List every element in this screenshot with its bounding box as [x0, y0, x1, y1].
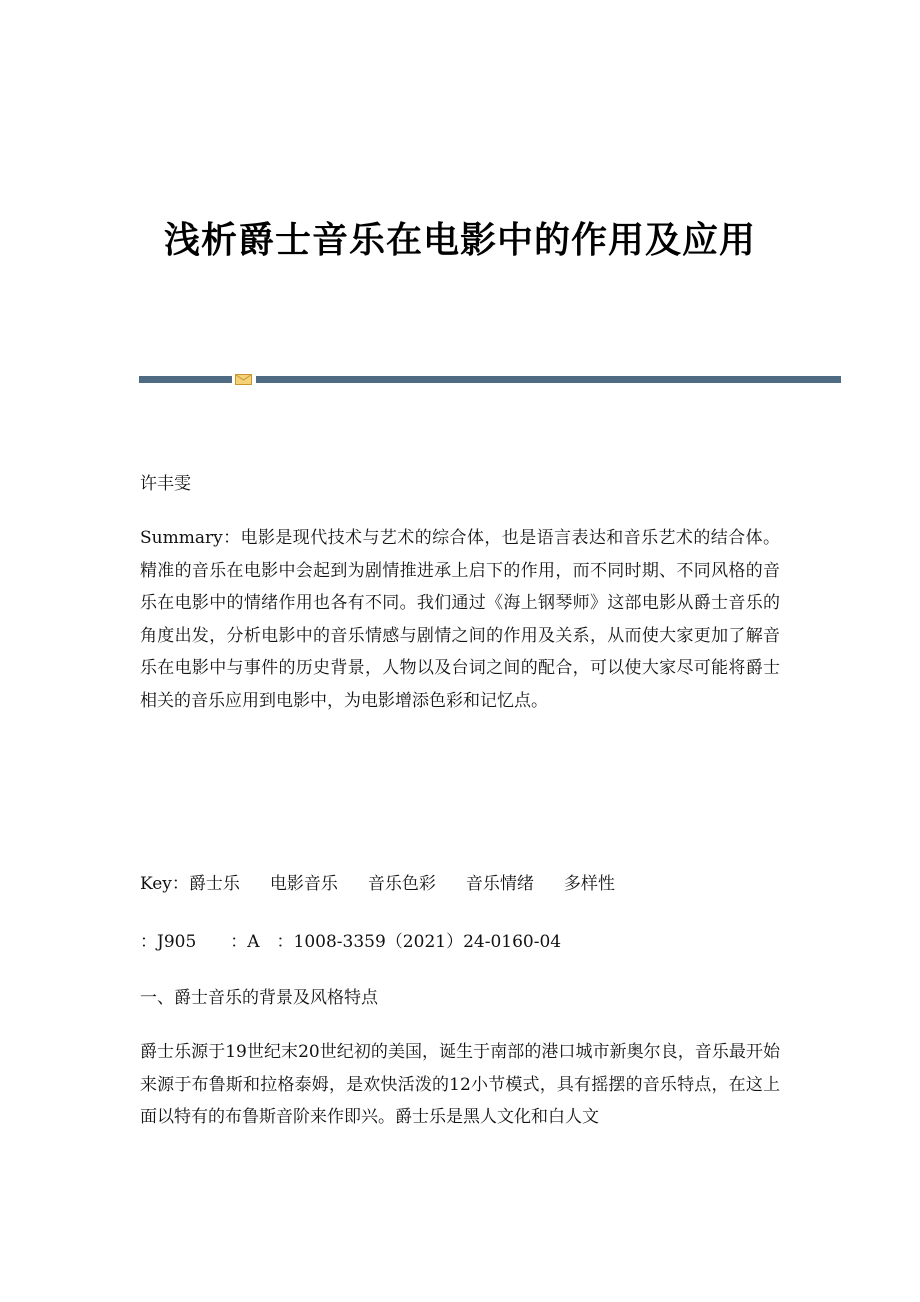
divider-right-segment: [256, 376, 841, 383]
section-heading: 一、爵士音乐的背景及风格特点: [140, 988, 378, 1008]
keyword: 多样性: [563, 874, 615, 894]
document-title: 浅析爵士音乐在电影中的作用及应用: [163, 220, 756, 261]
keyword: 爵士乐: [188, 874, 240, 894]
title-divider: [139, 374, 841, 384]
summary-label: Summary：: [140, 528, 241, 548]
body-paragraph: 爵士乐源于19世纪末20世纪初的美国，诞生于南部的港口城市新奥尔良，音乐最开始来源于布鲁斯和拉格泰姆，是欢快活泼的12小节模式，具有摇摆的音乐特点，在这上面以特有的布鲁斯音阶来作即兴。爵士乐是黑人文化和白人文: [140, 1042, 780, 1127]
keyword: 电影音乐: [269, 874, 338, 894]
keyword: 音乐色彩: [367, 874, 436, 894]
keywords-label: Key：: [140, 874, 189, 894]
author-name: 许丰雯: [140, 474, 191, 494]
summary-paragraph: [140, 522, 780, 717]
keywords-line: [140, 868, 780, 900]
summary-text: 电影是现代技术与艺术的综合体，也是语言表达和音乐艺术的结合体。精准的音乐在电影中会起到为剧情推进承上启下的作用，而不同时期、不同风格的音乐在电影中的情绪作用也各有不同。我们通过《海上钢琴师》这部电影从爵士音乐的角度出发，分析电影中的音乐情感与剧情之间的作用及关系，从而使大家更加了解音乐在电影中与事件的历史背景，人物以及台词之间的配合，可以使大家尽可能将爵士相关的音乐应用到电影中，为电影增添色彩和记忆点。: [140, 528, 781, 711]
divider-left-segment: [139, 376, 232, 383]
classification-line: ：J905 ：A ：1008-3359（2021）24-0160-04: [140, 932, 562, 952]
envelope-icon: [235, 374, 252, 385]
keyword: 音乐情绪: [465, 874, 534, 894]
